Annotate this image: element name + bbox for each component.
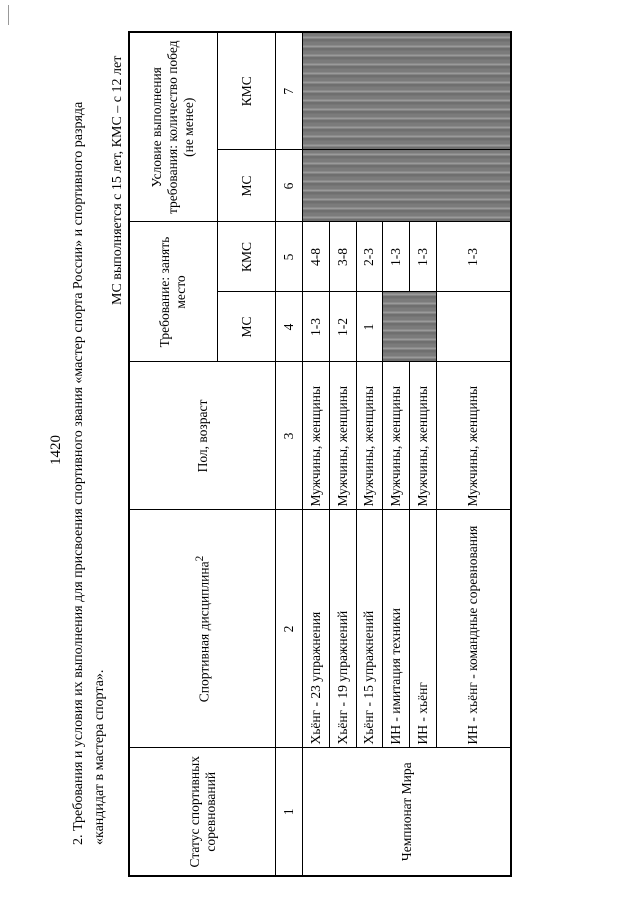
header-req-kms: КМС xyxy=(217,222,276,292)
req-kms-cell: 1-3 xyxy=(409,222,436,292)
gender-cell: Мужчины, женщины xyxy=(303,362,330,510)
win-kms-shaded-cell xyxy=(303,32,511,150)
heading-line-1: 2. Требования и условия их выполнения для присвоения спортивного звания «мастер спорта России» и спортивного разряда xyxy=(71,101,86,845)
col-number: 6 xyxy=(276,150,303,222)
age-note: МС выполняется с 15 лет, КМС – с 12 лет xyxy=(110,55,125,305)
header-discipline-text: Спортивная дисциплина xyxy=(196,561,212,703)
discipline-cell: ИН - имитация техники xyxy=(383,510,410,748)
req-ms-cell: 1 xyxy=(356,292,383,362)
col-number: 4 xyxy=(276,292,303,362)
gender-cell: Мужчины, женщины xyxy=(356,362,383,510)
win-ms-shaded-cell xyxy=(303,150,511,222)
gender-cell: Мужчины, женщины xyxy=(436,362,511,510)
requirements-table xyxy=(128,31,512,877)
gender-cell: Мужчины, женщины xyxy=(383,362,410,510)
heading-line-2: «кандидат в мастера спорта». xyxy=(92,669,107,845)
discipline-cell: ИН - хьёнг xyxy=(409,510,436,748)
req-ms-cell xyxy=(436,292,511,362)
status-cell: Чемпионат Мира xyxy=(303,748,511,876)
header-requirement: Требование: занять место xyxy=(129,222,217,362)
req-ms-shaded-cell xyxy=(383,292,436,362)
req-ms-cell: 1-2 xyxy=(329,292,356,362)
col-number: 1 xyxy=(276,748,303,876)
discipline-cell: Хьёнг - 23 упражнения xyxy=(303,510,330,748)
column-numbers-row xyxy=(276,32,303,876)
req-kms-cell: 1-3 xyxy=(436,222,511,292)
col-number: 3 xyxy=(276,362,303,510)
header-discipline-footnote: 2 xyxy=(194,555,207,562)
col-number: 7 xyxy=(276,32,303,150)
table-row xyxy=(303,32,330,876)
col-number: 2 xyxy=(276,510,303,748)
discipline-cell: Хьёнг - 19 упражнений xyxy=(329,510,356,748)
req-ms-cell: 1-3 xyxy=(303,292,330,362)
discipline-cell: Хьёнг - 15 упражнений xyxy=(356,510,383,748)
req-kms-cell: 1-3 xyxy=(383,222,410,292)
header-gender: Пол, возраст xyxy=(129,362,276,510)
header-win-kms: КМС xyxy=(217,32,276,150)
req-kms-cell: 4-8 xyxy=(303,222,330,292)
discipline-cell: ИН - хьёнг - командные соревнования xyxy=(436,510,511,748)
req-kms-cell: 3-8 xyxy=(329,222,356,292)
col-number: 5 xyxy=(276,222,303,292)
header-discipline xyxy=(129,510,276,748)
header-condition: Условие выполнения требования: количество побед (не менее) xyxy=(129,32,217,222)
gender-cell: Мужчины, женщины xyxy=(329,362,356,510)
page-number: 1420 xyxy=(48,435,64,465)
req-kms-cell: 2-3 xyxy=(356,222,383,292)
header-req-ms: МС xyxy=(217,292,276,362)
section-heading xyxy=(68,85,110,845)
gender-cell: Мужчины, женщины xyxy=(409,362,436,510)
header-status: Статус спортивных соревнований xyxy=(129,748,276,876)
header-win-ms: МС xyxy=(217,150,276,222)
